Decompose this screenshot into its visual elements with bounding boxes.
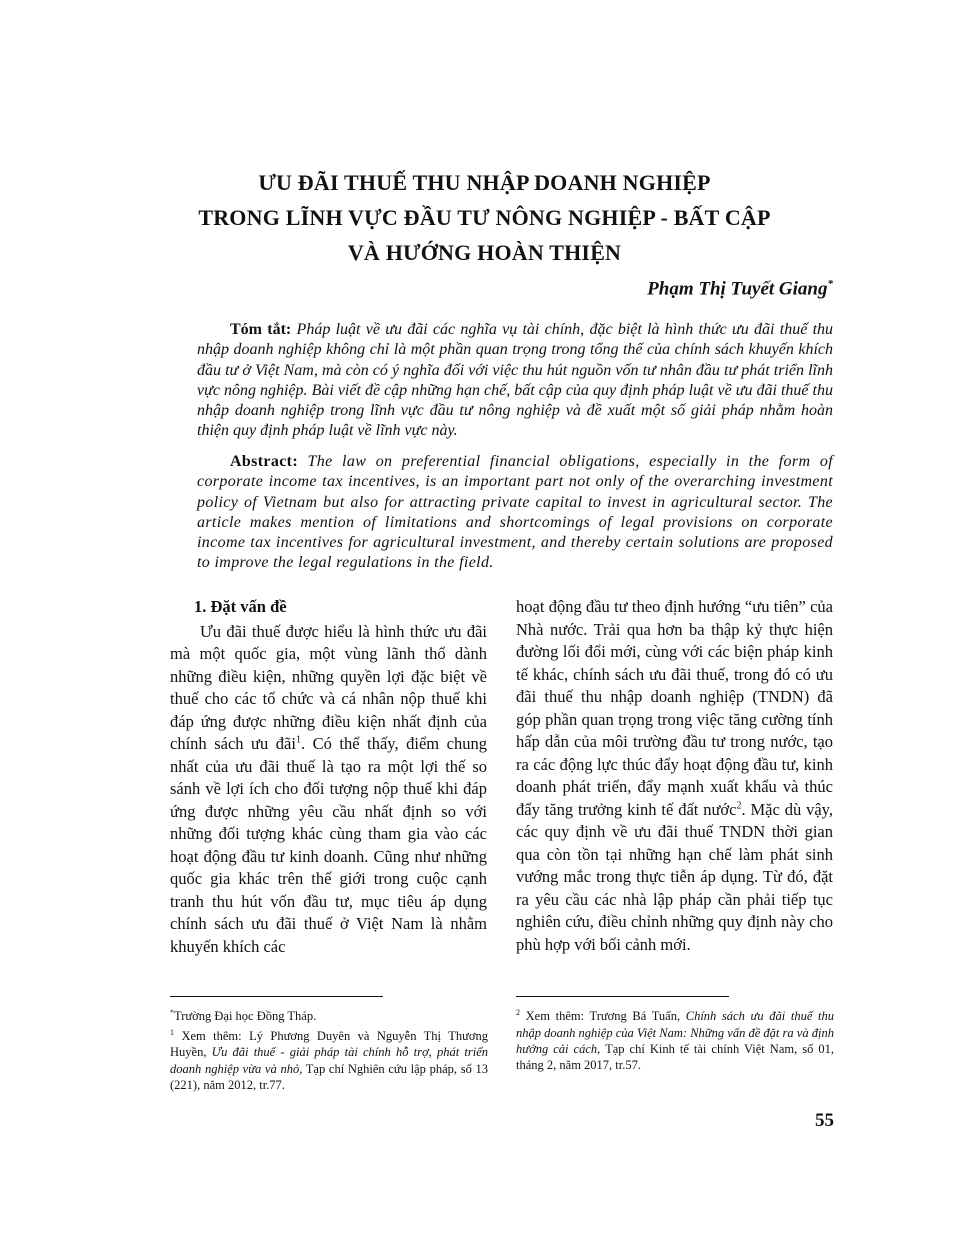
footnote-divider-left [170,996,383,997]
body-left-text-2: . Có thể thấy, điểm chung nhất của ưu đãi thuế là tạo ra một lợi thế so sánh về lợi ích cho đối tượng nộp thuế khi đáp ứng được những yêu cầu nhất định so với những đối tượng khác cùng tham gia vào các hoạt động đầu tư kinh doanh. Cũng như những quốc gia khác trên thế giới trong cuộc cạnh tranh thu hút vốn đầu tư, mục tiêu áp dụng chính sách ưu đãi thuế ở Việt Nam là nhằm khuyến khích các [170,734,487,956]
footnote-1-number: 1 [170,1027,174,1037]
affiliation-mark: * [170,1008,174,1017]
body-right-text-1: hoạt động đầu tư theo định hướng “ưu tiên” của Nhà nước. Trải qua hơn ba thập kỷ thực hiện đường lối đổi mới, cùng với các biện pháp kinh tế khác, chính sách ưu đãi thuế, trong đó có ưu đãi thuế thu nhập doanh nghiệp (TNDN) đã góp phần quan trọng trong việc tăng cường tính hấp dẫn của môi trường đầu tư trong nước, tạo ra các động lực thúc đẩy hoạt động đầu tư, kinh doanh phát triển, đẩy mạnh xuất khẩu và thúc đẩy tăng trưởng kinh tế đất nước [516,597,833,819]
footnotes-right [516,1005,834,1074]
author-mark: * [827,278,833,290]
title-line-1: ƯU ĐÃI THUẾ THU NHẬP DOANH NGHIỆP [258,170,711,195]
title-line-2: TRONG LĨNH VỰC ĐẦU TƯ NÔNG NGHIỆP - BẤT CẬP [198,205,771,230]
footnote-1 [170,1025,488,1094]
author-name: Phạm Thị Tuyết Giang [647,278,828,300]
affiliation-text: Trường Đại học Đồng Tháp. [174,1009,317,1024]
footnote-1-post: Tạp chí Nghiên cứu lập pháp, số 13 (221), năm 2012, tr.77. [170,1061,489,1092]
footnote-ref-1: 1 [295,734,301,746]
footnote-2 [516,1005,834,1074]
footnote-ref-2: 2 [736,800,742,811]
title-line-3: VÀ HƯỚNG HOÀN THIỆN [347,240,622,265]
summary-english [197,452,833,574]
body-column-right [516,596,833,956]
footnote-affiliation [170,1005,488,1025]
footnote-2-number: 2 [516,1008,520,1017]
footnote-1-pre: Xem thêm: Lý Phương Duyên và Nguyễn Thị Thương Huyền, [170,1028,488,1060]
footnote-2-title: Chính sách ưu đãi thuế thu nhập doanh nghiệp của Việt Nam: Những vấn đề đặt ra và định hướng cải cách, [516,1009,835,1056]
footnote-1-title: Ưu đãi thuế - giải pháp tài chính hỗ trợ, phát triển doanh nghiệp vừa và nhỏ, [170,1045,488,1076]
summary-vi-label: Tóm tắt: [230,321,292,338]
footnote-2-post: Tạp chí Kinh tế tài chính Việt Nam, số 01, tháng 2, năm 2017, tr.57. [516,1041,835,1073]
summary-en-text: The law on preferential financial obligations, especially in the form of corporate income tax incentives, is an important part not only of the overarching investment policy of Vietnam but also for attracting private capital to invest in agricultural sector. The article makes mention of limitations and shortcomings of legal provisions on corporate income tax incentives for agricultural investment, and thereby certain solutions are proposed to improve the legal regulations in the field. [197,453,833,572]
body-paragraph-right [516,596,833,956]
footnotes-left [170,1005,488,1093]
footnote-divider-right [516,996,729,997]
body-paragraph-left [170,621,487,959]
summary-en-label: Abstract: [230,453,299,470]
footnote-2-pre: Xem thêm: Trương Bá Tuấn, [525,1009,681,1024]
page-number: 55 [815,1110,834,1131]
section-heading: 1. Đặt vấn đề [194,597,287,616]
author [647,278,833,300]
body-left-text-1: Ưu đãi thuế được hiểu là hình thức ưu đãi mà một quốc gia, một vùng lãnh thổ dành những điều kiện, những quyền lợi đặc biệt về thuế cho các tổ chức và cá nhân nộp thuế khi đáp ứng được những điều kiện nhất định của chính sách ưu đãi [170,621,487,753]
article-title [120,165,849,270]
summary-vi-text: Pháp luật về ưu đãi các nghĩa vụ tài chính, đặc biệt là hình thức ưu đãi thuế thu nhập doanh nghiệp không chỉ là một phần quan trọng trong tổng thể của chính sách khuyến khích đầu tư ở Việt Nam, mà còn có ý nghĩa đối với việc thu hút nguồn vốn tư nhân đầu tư phát triển lĩnh vực nông nghiệp. Bài viết đề cập những hạn chế, bất cập của quy định pháp luật về ưu đãi thuế thu nhập doanh nghiệp trong lĩnh vực đầu tư nông nghiệp và đề xuất một số giải pháp nhằm hoàn thiện quy định pháp luật về lĩnh vực này. [197,321,834,440]
summary-vietnamese [197,320,833,442]
body-right-text-2: . Mặc dù vậy, các quy định về ưu đãi thuế TNDN thời gian qua còn tồn tại những hạn chế làm phát sinh vướng mắc trong thực tiễn áp dụng. Từ đó, đặt ra yêu cầu các nhà lập pháp cần phải tiếp tục nghiên cứu, điều chỉnh những quy định này cho phù hợp với bối cảnh mới. [516,799,833,954]
body-column-left [170,596,487,958]
